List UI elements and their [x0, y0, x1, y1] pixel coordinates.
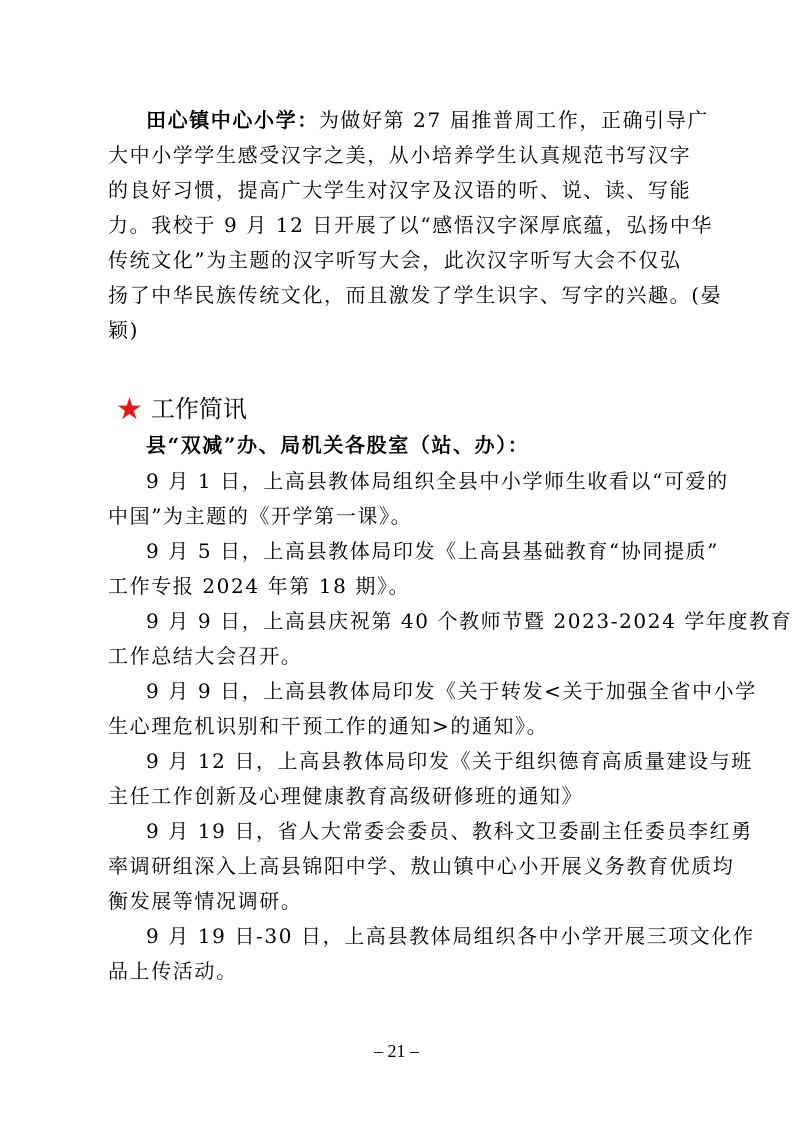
news-item-6: 9 月 19 日，省人大常委会委员、教科文卫委副主任委员李红勇 率调研组深入上高县锦阳中学、敖山镇中心小开展义务教育优质均 衡发展等情况调研。	[108, 819, 753, 913]
news-item-3: 9 月 9 日，上高县庆祝第 40 个教师节暨 2023-2024 学年度教育 工作总结大会召开。	[108, 609, 793, 668]
page-number: – 21 –	[374, 1041, 419, 1061]
news-item-4: 9 月 9 日，上高县教体局印发《关于转发<关于加强全省中小学 生心理危机识别和干预工作的通知>的通知》。	[108, 679, 757, 738]
section-title-text: 工作简讯	[150, 395, 247, 423]
news-item-2: 9 月 5 日，上高县教体局印发《上高县基础教育“协同提质” 工作专报 2024 年第 18 期》。	[108, 539, 719, 598]
section-title	[116, 392, 247, 427]
intro-line: 田心镇中心小学：为做好第 27 届推普周工作，正确引导广	[146, 108, 709, 132]
intro-line: 颖)	[108, 318, 140, 342]
intro-line: 传统文化”为主题的汉字听写大会，此次汉字听写大会不仅弘	[108, 248, 682, 272]
intro-paragraph	[108, 103, 723, 348]
news-item-5: 9 月 12 日，上高县教体局印发《关于组织德育高质量建设与班 主任工作创新及心理健康教育高级研修班的通知》	[108, 749, 753, 808]
news-item-7: 9 月 19 日-30 日，上高县教体局组织各中小学开展三项文化作 品上传活动。	[108, 924, 755, 983]
news-item-1: 9 月 1 日，上高县教体局组织全县中小学师生收看以“可爱的 中国”为主题的《开学第一课》。	[108, 469, 729, 528]
intro-line: 的良好习惯，提高广大学生对汉字及汉语的听、说、读、写能	[108, 178, 692, 202]
intro-line: 力。我校于 9 月 12 日开展了以“感悟汉字深厚底蕴，弘扬中华	[108, 213, 714, 237]
intro-org: 田心镇中心小学：	[146, 108, 319, 132]
section-subheading: 县“双减”办、局机关各股室（站、办）：	[146, 433, 530, 457]
intro-line: 扬了中华民族传统文化，而且激发了学生识字、写字的兴趣。(晏	[108, 283, 723, 307]
star-icon: ★	[116, 392, 143, 427]
intro-line: 大中小学学生感受汉字之美，从小培养学生认真规范书写汉字	[108, 143, 692, 167]
